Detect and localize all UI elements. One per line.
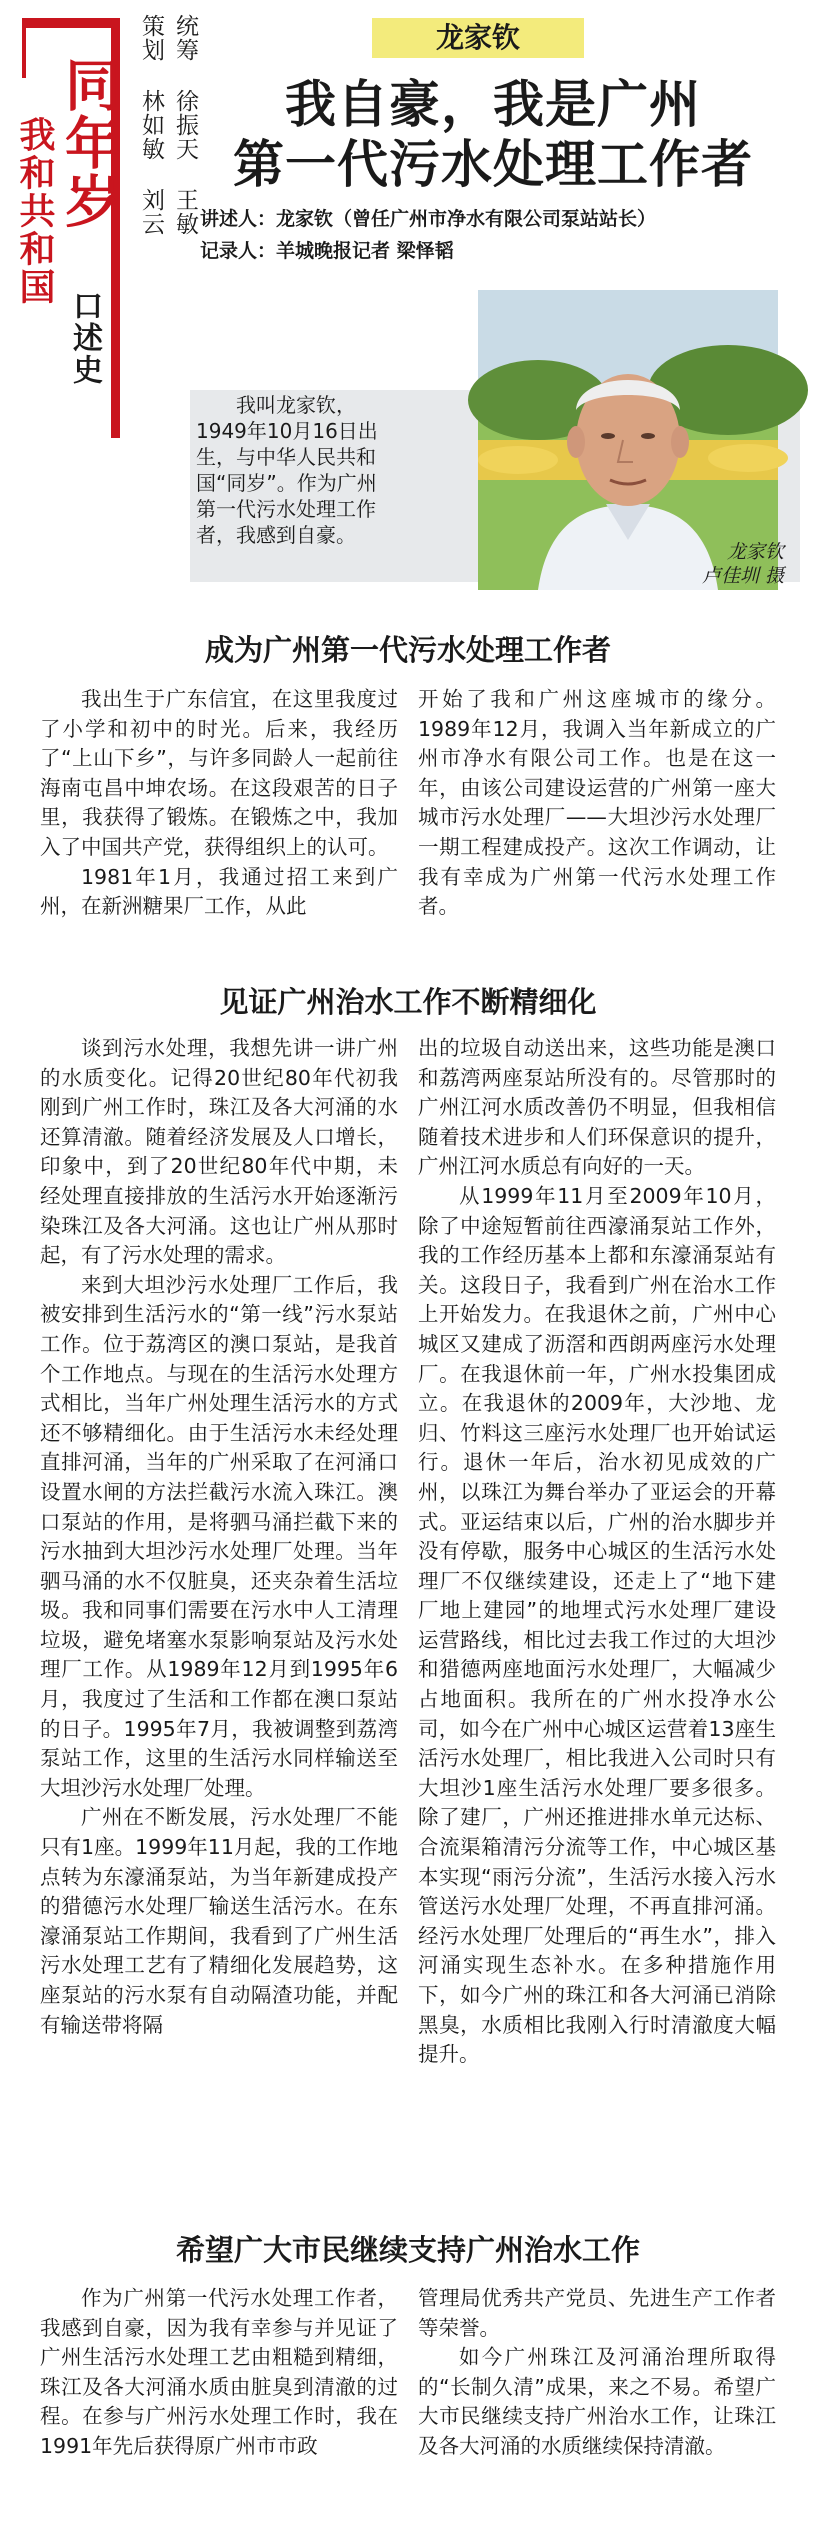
section-1-left-column xyxy=(40,685,398,919)
intro-line: 1949年10月16日出 xyxy=(196,419,378,443)
caption-name: 龙家钦 xyxy=(727,541,785,563)
title-line-1: 我自豪，我是广州 xyxy=(284,76,701,135)
section-3-right-column xyxy=(418,2284,776,2534)
column-oral-history: 口述史 xyxy=(67,290,102,386)
recorder-line: 记录人：羊城晚报记者 梁怿韬 xyxy=(200,240,454,262)
caption-credit: 卢佳圳 摄 xyxy=(702,565,785,587)
paragraph: 1981年1月，我通过招工来到广州，在新洲糖果厂工作，从此 xyxy=(40,864,398,919)
paragraph: 出的垃圾自动送出来，这些功能是澳口和荔湾两座泵站所没有的。尽管那时的广州江河水质改善仍不明显，但我相信随着技术进步和人们环保意识的提升，广州江河水质总有向好的一天。 xyxy=(418,1036,776,1179)
title-line-2: 第一代污水处理工作者 xyxy=(232,136,753,195)
column-subtitle: 我和共和国 xyxy=(14,116,56,306)
intro-line: 第一代污水处理工作 xyxy=(196,497,376,521)
intro-text xyxy=(196,392,464,548)
paragraph: 从1999年11月至2009年10月，除了中途短暂前往西濠涌泵站工作外，我的工作经历基本上都和东濠涌泵站有关。这段日子，我看到广州在治水工作上开始发力。在我退休之前，广州中心城区又建成了沥滘和西朗两座污水处理厂。在我退休前一年，广州水投集团成立。在我退休的2009年，大沙地、龙归、竹料这三座污水处理厂也开始试运行。退休一年后，治水初见成效的广州，以珠江为舞台举办了亚运会的开幕式。亚运结束以后，广州的治水脚步并没有停歇，服务中心城区的生活污水处理厂不仅继续建设，还走上了“地下建厂地上建园”的地埋式污水处理厂建设运营路线，相比过去我工作过的大坦沙和猎德两座地面污水处理厂，大幅减少占地面积。我所在的广州水投净水公司，如今在广州中心城区运营着13座生活污水处理厂，相比我进入公司时只有大坦沙1座生活污水处理厂要多很多。除了建厂，广州还推进排水单元达标、合流渠箱清污分流等工作，中心城区基本实现“雨污分流”，生活污水接入污水管送污水处理厂处理，不再直排河涌。经污水处理厂处理后的“再生水”，排入河涌实现生态补水。在多种措施作用下，如今广州的珠江和各大河涌已消除黑臭，水质相比我刚入行时清澈度大幅提升。 xyxy=(418,1183,776,2067)
section-2-left-column xyxy=(40,1034,398,2114)
paragraph: 如今广州珠江及河涌治理所取得的“长制久清”成果，来之不易。希望广大市民继续支持广州治水工作，让珠江及各大河涌的水质继续保持清澈。 xyxy=(418,2345,776,2458)
section-3-left-column xyxy=(40,2284,398,2534)
paragraph: 管理局优秀共产党员、先进生产工作者等荣誉。 xyxy=(418,2286,776,2340)
section-heading-1: 成为广州第一代污水处理工作者 xyxy=(204,633,611,667)
paragraph: 广州在不断发展，污水处理厂不能只有1座。1999年11月起，我的工作地点转为东濠涌泵站，为当年新建成投产的猎德污水处理厂输送生活污水。在东濠涌泵站工作期间，我看到了广州生活污水处理工艺有了精细化发展趋势，这座泵站的污水泵有自动隔渣功能，并配有输送带将隔 xyxy=(40,1805,398,2037)
section-1-right-column xyxy=(418,685,776,919)
article-title xyxy=(186,76,800,196)
section-heading-3: 希望广大市民继续支持广州治水工作 xyxy=(175,2233,640,2267)
section-2-right-column xyxy=(418,1034,776,2114)
photo-caption xyxy=(702,540,784,588)
paragraph: 来到大坦沙污水处理厂工作后，我被安排到生活污水的“第一线”污水泵站工作。位于荔湾区的澳口泵站，是我首个工作地点。与现在的生活污水处理方式相比，当年广州处理生活污水的方式还不够精细化。由于生活污水未经处理直排河涌，当年的广州采取了在河涌口设置水闸的方法拦截污水流入珠江。澳口泵站的作用，是将驷马涌拦截下来的污水抽到大坦沙污水处理厂处理。当年驷马涌的水不仅脏臭，还夹杂着生活垃圾。我和同事们需要在污水中人工清理垃圾，避免堵塞水泵影响泵站及污水处理厂工作。从1989年12月到1995年6月，我度过了生活和工作都在澳口泵站的日子。1995年7月，我被调整到荔湾泵站工作，这里的生活污水同样输送至大坦沙污水处理厂处理。 xyxy=(40,1272,398,1800)
intro-line: 我叫龙家钦， xyxy=(236,393,356,417)
intro-line: 生，与中华人民共和 xyxy=(196,445,376,469)
intro-line: 者，我感到自豪。 xyxy=(196,523,356,547)
credits-coordination: 统筹 徐振天 王敏 xyxy=(172,14,198,236)
section-heading-2: 见证广州治水工作不断精细化 xyxy=(219,985,597,1019)
paragraph: 作为广州第一代污水处理工作者，我感到自豪，因为我有幸参与并见证了广州生活污水处理工艺由粗糙到精细，珠江及各大河涌水质由脏臭到清澈的过程。在参与广州污水处理工作时，我在1991年先后获得原广州市市政 xyxy=(40,2286,398,2458)
column-title: 同年岁 xyxy=(56,56,122,230)
paragraph: 我出生于广东信宜，在这里我度过了小学和初中的时光。后来，我经历了“上山下乡”，与许多同龄人一起前往海南屯昌中坤农场。在这段艰苦的日子里，我获得了锻炼。在锻炼之中，我加入了中国共产党，获得组织上的认可。 xyxy=(40,687,398,859)
credits-planning: 策划 林如敏 刘云 xyxy=(138,14,164,236)
intro-line: 国“同岁”。作为广州 xyxy=(196,471,377,495)
paragraph: 谈到污水处理，我想先讲一讲广州的水质变化。记得20世纪80年代初我刚到广州工作时，珠江及各大河涌的水还算清澈。随着经济发展及人口增长，印象中，到了20世纪80年代中期，未经处理直接排放的生活污水开始逐渐污染珠江及各大河涌。这也让广州从那时起，有了污水处理的需求。 xyxy=(40,1036,398,1268)
narrator-line: 讲述人：龙家钦（曾任广州市净水有限公司泵站站长） xyxy=(200,208,657,230)
paragraph: 开始了我和广州这座城市的缘分。1989年12月，我调入当年新成立的广州市净水有限公司工作。也是在这一年，由该公司建设运营的广州第一座大城市污水处理厂——大坦沙污水处理厂一期工程建成投产。这次工作调动，让我有幸成为广州第一代污水处理工作者。 xyxy=(418,687,776,919)
name-badge: 龙家钦 xyxy=(372,18,584,58)
